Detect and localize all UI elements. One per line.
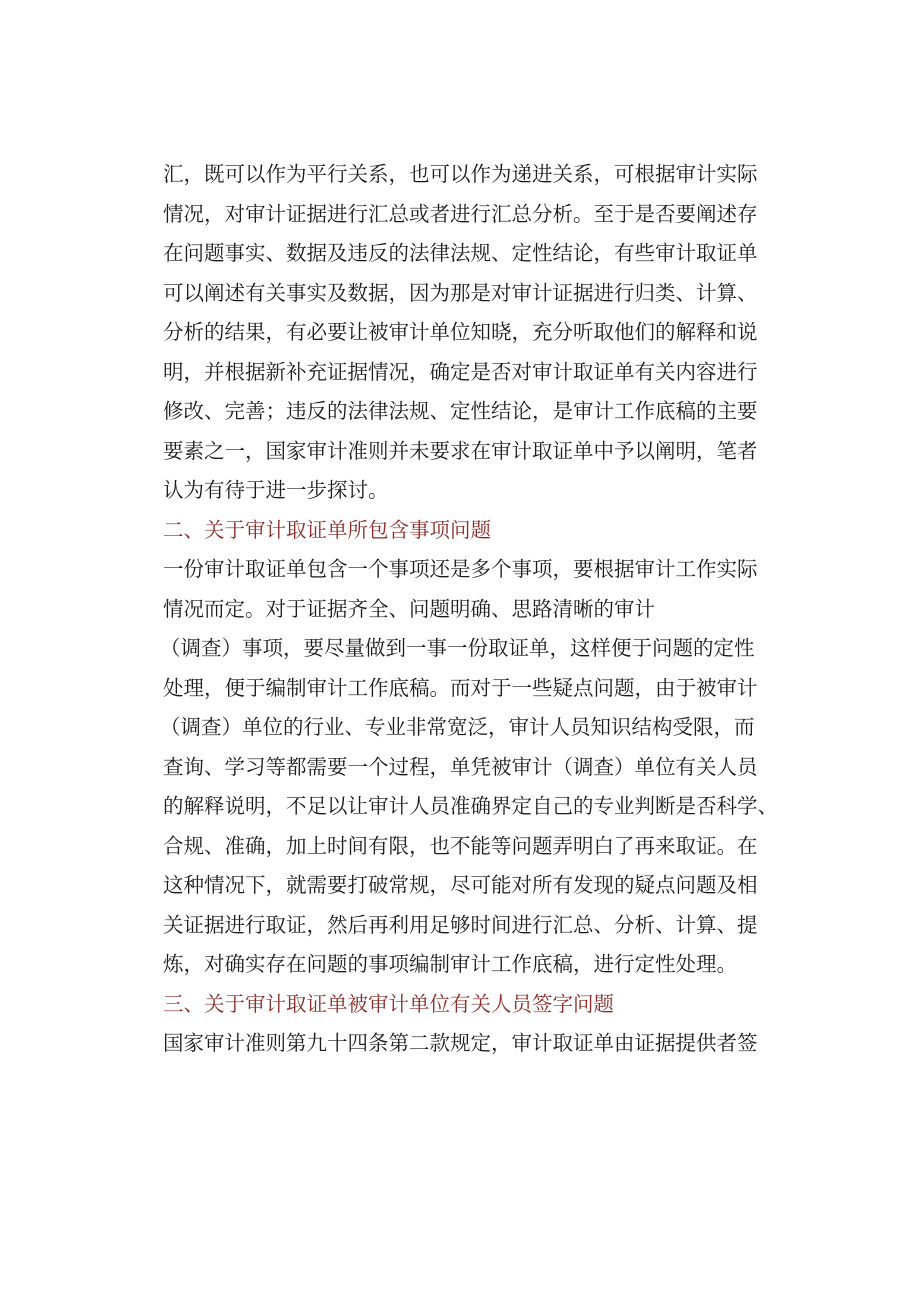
body-line: 可以阐述有关事实及数据，因为那是对审计证据进行归类、计算、	[163, 280, 758, 305]
body-line: 在问题事实、数据及违反的法律法规、定性结论，有些审计取证单	[163, 241, 758, 265]
body-line: 关证据进行取证，然后再利用足够时间进行汇总、分析、计算、提	[163, 912, 758, 937]
body-line: 修改、完善；违反的法律法规、定性结论，是审计工作底稿的主要	[163, 399, 758, 423]
body-line: 合规、准确，加上时间有限，也不能等问题弄明白了再来取证。在	[163, 833, 758, 858]
body-line: 查询、学习等都需要一个过程，单凭被审计（调查）单位有关人员	[163, 754, 758, 779]
body-line: （调查）单位的行业、专业非常宽泛，审计人员知识结构受限，而	[160, 715, 755, 739]
body-line: 认为有待于进一步探讨。	[163, 478, 389, 502]
section-heading-3: 三、关于审计取证单被审计单位有关人员签字问题	[163, 991, 614, 1016]
body-line: 情况，对审计证据进行汇总或者进行汇总分析。至于是否要阐述存	[163, 201, 758, 226]
body-line: 一份审计取证单包含一个事项还是多个事项，要根据审计工作实际	[163, 557, 758, 581]
document-body	[160, 155, 778, 1064]
body-line: 这种情况下，就需要打破常规，尽可能对所有发现的疑点问题及相	[163, 873, 758, 897]
body-line: 要素之一，国家审计准则并未要求在审计取证单中予以阐明，笔者	[163, 438, 758, 463]
body-line: （调查）事项，要尽量做到一事一份取证单，这样便于问题的定性	[160, 636, 755, 660]
body-line: 情况而定。对于证据齐全、问题明确、思路清晰的审计	[163, 596, 655, 621]
body-line: 的解释说明，不足以让审计人员准确界定自己的专业判断是否科学、	[163, 794, 778, 818]
body-line: 炼，对确实存在问题的事项编制审计工作底稿，进行定性处理。	[163, 952, 737, 976]
body-line: 分析的结果，有必要让被审计单位知晓，充分听取他们的解释和说	[163, 320, 758, 344]
body-line: 处理，便于编制审计工作底稿。而对于一些疑点问题，由于被审计	[163, 675, 758, 700]
body-line: 明，并根据新补充证据情况，确定是否对审计取证单有关内容进行	[163, 359, 758, 384]
section-heading-2: 二、关于审计取证单所包含事项问题	[163, 517, 491, 542]
body-line: 汇，既可以作为平行关系，也可以作为递进关系，可根据审计实际	[163, 162, 758, 186]
body-line: 国家审计准则第九十四条第二款规定，审计取证单由证据提供者签	[163, 1031, 758, 1055]
